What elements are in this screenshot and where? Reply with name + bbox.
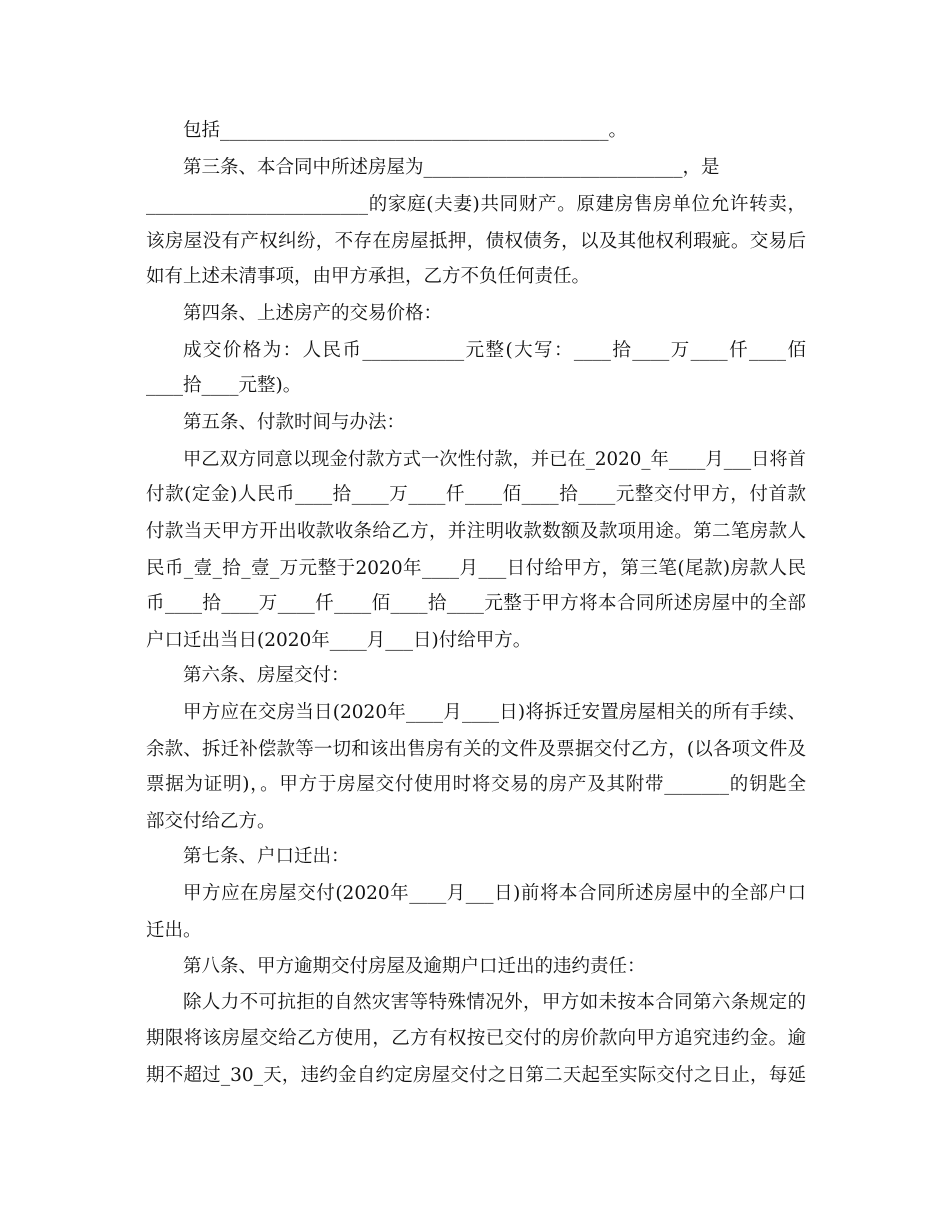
text-line: 如有上述未清事项，由甲方承担，乙方不负任何责任。 bbox=[146, 266, 591, 287]
text-line: 期不超过_30_天，违约金自约定房屋交付之日第二天起至实际交付之日止，每延 bbox=[146, 1065, 806, 1086]
text-line: 第四条、上述房产的交易价格： bbox=[183, 303, 443, 324]
text-line: 付款(定金)人民币____拾____万____仟____佰____拾____元整交付甲方，付首款 bbox=[146, 484, 806, 505]
text-line: ________________________的家庭(夫妻)共同财产。原建房售房单位允许转卖， bbox=[146, 194, 806, 215]
text-line: 币____拾____万____仟____佰____拾____元整于甲方将本合同所述房屋中的全部 bbox=[146, 593, 806, 614]
text-line: 部交付给乙方。 bbox=[146, 811, 276, 832]
text-line: 除人力不可抗拒的自然灾害等特殊情况外，甲方如未按本合同第六条规定的 bbox=[183, 992, 806, 1013]
text-line: ____拾____元整)。 bbox=[146, 375, 302, 396]
text-line: 民币_壹_拾_壹_万元整于2020年____月___日付给甲方，第三笔(尾款)房款人民 bbox=[146, 558, 806, 579]
text-line: 第六条、房屋交付： bbox=[183, 665, 350, 686]
text-line: 付款当天甲方开出收款收条给乙方，并注明收款数额及款项用途。第二笔房款人 bbox=[146, 521, 806, 542]
text-line: 该房屋没有产权纠纷，不存在房屋抵押，债权债务，以及其他权利瑕疵。交易后 bbox=[146, 231, 806, 252]
text-line: 包括__________________________________________。 bbox=[183, 120, 628, 141]
text-line: 第五条、付款时间与办法： bbox=[183, 412, 406, 433]
text-line: 余款、拆迁补偿款等一切和该出售房有关的文件及票据交付乙方，(以各项文件及 bbox=[146, 739, 806, 760]
text-line: 户口迁出当日(2020年____月___日)付给甲方。 bbox=[146, 630, 532, 651]
text-line: 迁出。 bbox=[146, 920, 202, 941]
text-line: 甲方应在房屋交付(2020年____月___日)前将本合同所述房屋中的全部户口 bbox=[183, 883, 806, 904]
text-line: 甲方应在交房当日(2020年____月____日)将拆迁安置房屋相关的所有手续、 bbox=[183, 702, 806, 723]
text-line: 期限将该房屋交给乙方使用，乙方有权按已交付的房价款向甲方追究违约金。逾 bbox=[146, 1028, 806, 1049]
text-line: 第七条、户口迁出： bbox=[183, 846, 350, 867]
text-line: 第八条、甲方逾期交付房屋及逾期户口迁出的违约责任： bbox=[183, 956, 646, 977]
text-line: 甲乙双方同意以现金付款方式一次性付款，并已在_2020_年____月___日将首 bbox=[183, 449, 806, 470]
text-line: 第三条、本合同中所述房屋为____________________________，是 bbox=[183, 157, 720, 178]
text-line: 票据为证明)，。甲方于房屋交付使用时将交易的房产及其附带_______的钥匙全 bbox=[146, 774, 806, 795]
text-line: 成交价格为：人民币___________元整(大写：____拾____万____仟____佰 bbox=[183, 340, 806, 361]
